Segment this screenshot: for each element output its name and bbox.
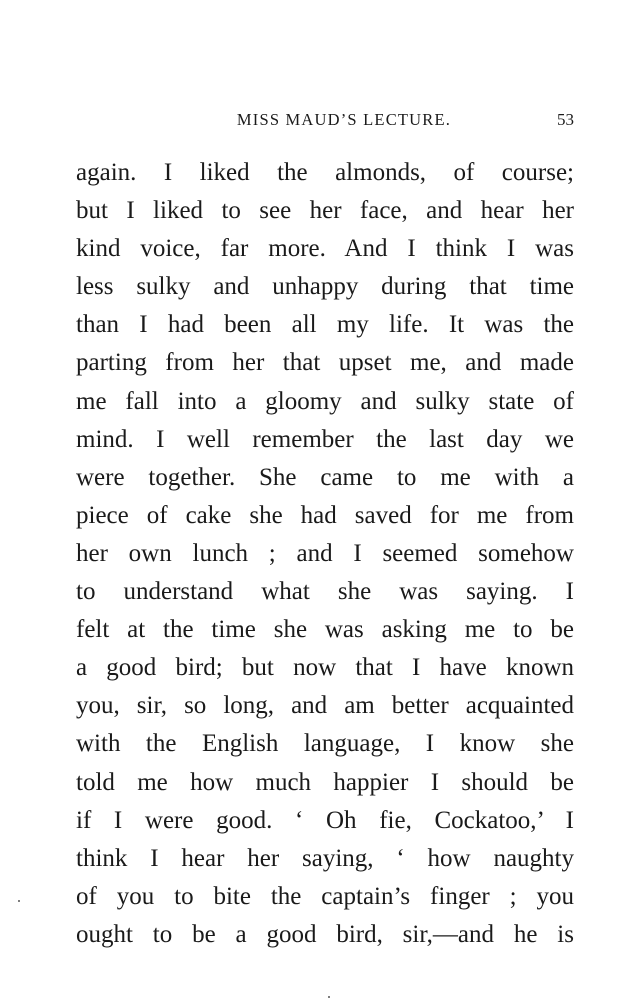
text-line: with the English language, I know she — [76, 730, 574, 758]
text-line: of you to bite the captain’s finger ; you — [76, 882, 574, 910]
text-line: me fall into a gloomy and sulky state of — [76, 387, 574, 415]
text-line: piece of cake she had saved for me from — [76, 501, 574, 529]
text-line: again. I liked the almonds, of course; — [76, 159, 574, 186]
text-line: were together. She came to me with a — [76, 463, 574, 491]
text-line: think I hear her saying, ‘ how naughty — [76, 844, 574, 872]
text-line: her own lunch ; and I seemed somehow — [76, 539, 574, 567]
running-head — [76, 104, 574, 134]
text-line: but I liked to see her face, and hear her — [76, 197, 574, 225]
text-line: than I had been all my life. It was the — [76, 311, 574, 339]
text-line: ought to be a good bird, sir,—and he is — [76, 920, 574, 948]
body-text — [76, 154, 574, 954]
text-line: kind voice, far more. And I think I was — [76, 235, 574, 263]
text-line: parting from her that upset me, and made — [76, 349, 574, 377]
text-line: to understand what she was saying. I — [76, 578, 574, 606]
text-line: mind. I well remember the last day we — [76, 425, 574, 453]
text-line: felt at the time she was asking me to be — [76, 616, 574, 644]
page-number: 53 — [557, 110, 574, 129]
text-line: less sulky and unhappy during that time — [76, 273, 574, 301]
paper-speck — [18, 900, 20, 902]
text-line: you, sir, so long, and am better acquainted — [76, 692, 574, 720]
text-line: if I were good. ‘ Oh fie, Cockatoo,’ I — [76, 806, 574, 834]
paper-speck — [328, 996, 330, 998]
text-line: a good bird; but now that I have known — [76, 654, 574, 682]
text-line: told me how much happier I should be — [76, 768, 574, 796]
running-title: MISS MAUD’S LECTURE. — [236, 110, 452, 129]
